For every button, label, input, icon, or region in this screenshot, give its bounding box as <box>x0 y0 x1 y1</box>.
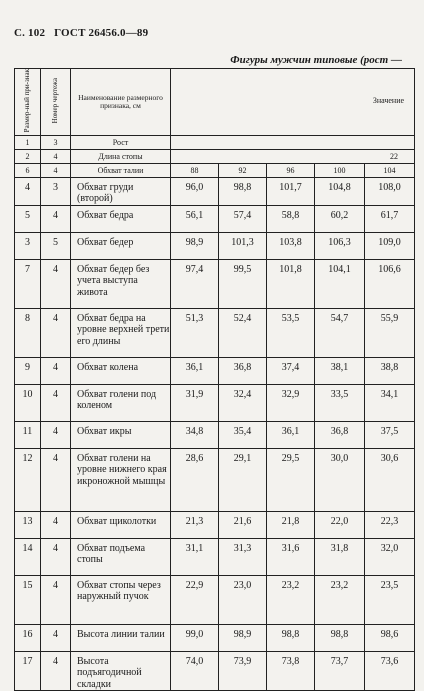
table-row-number: 9 <box>15 357 41 384</box>
table-row-name: Высота подъягодичной складки <box>71 651 171 691</box>
table-cell: 22,0 <box>315 511 365 538</box>
index-col1: 1 <box>15 135 41 149</box>
table-cell: 98,8 <box>267 624 315 651</box>
table-row-name: Обхват колена <box>71 357 171 384</box>
table-row-number: 12 <box>15 448 41 511</box>
table-row-number: 8 <box>15 308 41 357</box>
table-cell: 29,5 <box>267 448 315 511</box>
table-row-drawing: 3 <box>41 177 71 205</box>
size-92: 92 <box>219 163 267 177</box>
table-cell: 28,6 <box>171 448 219 511</box>
table-cell: 73,7 <box>315 651 365 691</box>
table-title: Фигуры мужчин типовые (рост — <box>230 54 402 66</box>
table-row-drawing: 4 <box>41 651 71 691</box>
table-cell: 97,4 <box>171 259 219 308</box>
table-cell: 98,9 <box>171 232 219 259</box>
table-row-drawing: 4 <box>41 511 71 538</box>
table-cell: 30,6 <box>365 448 415 511</box>
standard-code: ГОСТ 26456.0—89 <box>54 27 149 39</box>
table-row-name: Обхват подъема стопы <box>71 538 171 575</box>
table-cell: 61,7 <box>365 205 415 232</box>
table-row-drawing: 4 <box>41 575 71 624</box>
table-cell: 51,3 <box>171 308 219 357</box>
size-100: 100 <box>315 163 365 177</box>
table-cell: 23,2 <box>267 575 315 624</box>
row6-number: 6 <box>15 163 41 177</box>
table-row-number: 15 <box>15 575 41 624</box>
row6-drawing: 4 <box>41 163 71 177</box>
table-cell: 34,8 <box>171 421 219 448</box>
table-row-number: 4 <box>15 177 41 205</box>
table-cell: 106,3 <box>315 232 365 259</box>
index-col3: Рост <box>71 135 171 149</box>
table-row-number: 7 <box>15 259 41 308</box>
table-cell: 36,8 <box>219 357 267 384</box>
table-cell: 32,0 <box>365 538 415 575</box>
table-row-name: Обхват бедер <box>71 232 171 259</box>
table-cell: 23,0 <box>219 575 267 624</box>
table-row-drawing: 4 <box>41 538 71 575</box>
table-cell: 31,8 <box>315 538 365 575</box>
table-row-number: 3 <box>15 232 41 259</box>
table-cell: 23,5 <box>365 575 415 624</box>
row2-value: 22 <box>171 149 415 163</box>
table-cell: 96,0 <box>171 177 219 205</box>
table-cell: 55,9 <box>365 308 415 357</box>
table-cell: 101,8 <box>267 259 315 308</box>
table-row-number: 5 <box>15 205 41 232</box>
table-cell: 98,8 <box>315 624 365 651</box>
page-number: С. 102 <box>14 27 46 39</box>
table-cell: 98,9 <box>219 624 267 651</box>
table-cell: 101,7 <box>267 177 315 205</box>
table-cell: 58,8 <box>267 205 315 232</box>
table-row-name: Обхват стопы через наружный пучок <box>71 575 171 624</box>
table-row-number: 16 <box>15 624 41 651</box>
table-row-name: Обхват бедра на уровне верхней трети его длины <box>71 308 171 357</box>
table-row-number: 14 <box>15 538 41 575</box>
table-cell: 29,1 <box>219 448 267 511</box>
table-cell: 99,0 <box>171 624 219 651</box>
table-cell: 104,1 <box>315 259 365 308</box>
row2-name: Длина стопы <box>71 149 171 163</box>
table-cell: 37,5 <box>365 421 415 448</box>
table-row-name: Обхват щиколотки <box>71 511 171 538</box>
table-cell: 31,6 <box>267 538 315 575</box>
table-cell: 54,7 <box>315 308 365 357</box>
table-cell: 52,4 <box>219 308 267 357</box>
table-cell: 37,4 <box>267 357 315 384</box>
table-cell: 21,3 <box>171 511 219 538</box>
table-cell: 60,2 <box>315 205 365 232</box>
table-cell: 31,1 <box>171 538 219 575</box>
size-104: 104 <box>365 163 415 177</box>
table-row-name: Высота линии талии <box>71 624 171 651</box>
table-cell: 36,8 <box>315 421 365 448</box>
table-cell: 21,8 <box>267 511 315 538</box>
table-cell: 38,8 <box>365 357 415 384</box>
table-cell: 98,6 <box>365 624 415 651</box>
table-cell: 38,1 <box>315 357 365 384</box>
header-drawing-number: Номер чертежа <box>41 69 71 136</box>
table-cell: 32,4 <box>219 384 267 421</box>
table-cell: 30,0 <box>315 448 365 511</box>
measurements-table <box>14 68 415 691</box>
table-cell: 73,8 <box>267 651 315 691</box>
table-row-name: Обхват бедра <box>71 205 171 232</box>
table-row-number: 17 <box>15 651 41 691</box>
header-feature-name: Наименование размерного признака, см <box>71 69 171 136</box>
table-row-drawing: 4 <box>41 624 71 651</box>
table-cell: 22,3 <box>365 511 415 538</box>
table-row-number: 11 <box>15 421 41 448</box>
row6-name: Обхват талии <box>71 163 171 177</box>
table-cell: 33,5 <box>315 384 365 421</box>
table-row-name: Обхват голени на уровне нижнего края икроножной мышцы <box>71 448 171 511</box>
table-cell: 99,5 <box>219 259 267 308</box>
index-col2: 3 <box>41 135 71 149</box>
table-cell: 36,1 <box>171 357 219 384</box>
table-cell: 31,9 <box>171 384 219 421</box>
size-88: 88 <box>171 163 219 177</box>
table-cell: 73,9 <box>219 651 267 691</box>
table-row-name: Обхват груди (второй) <box>71 177 171 205</box>
table-cell: 35,4 <box>219 421 267 448</box>
table-row-drawing: 4 <box>41 308 71 357</box>
table-row-drawing: 4 <box>41 448 71 511</box>
table-row-drawing: 4 <box>41 384 71 421</box>
table-cell: 108,0 <box>365 177 415 205</box>
table-row-name: Обхват икры <box>71 421 171 448</box>
table-cell: 103,8 <box>267 232 315 259</box>
table-cell: 32,9 <box>267 384 315 421</box>
table-row-name: Обхват голени под коленом <box>71 384 171 421</box>
table-row-number: 10 <box>15 384 41 421</box>
table-cell: 109,0 <box>365 232 415 259</box>
table-cell: 31,3 <box>219 538 267 575</box>
table-cell: 23,2 <box>315 575 365 624</box>
table-row-name: Обхват бедер без учета выступа живота <box>71 259 171 308</box>
table-cell: 98,8 <box>219 177 267 205</box>
table-cell: 53,5 <box>267 308 315 357</box>
table-cell: 101,3 <box>219 232 267 259</box>
table-row-drawing: 4 <box>41 259 71 308</box>
table-row-drawing: 5 <box>41 232 71 259</box>
table-row-drawing: 4 <box>41 357 71 384</box>
header-value: Значение <box>171 69 415 136</box>
table-cell: 57,4 <box>219 205 267 232</box>
page-header <box>14 27 154 39</box>
table-cell: 56,1 <box>171 205 219 232</box>
table-cell: 106,6 <box>365 259 415 308</box>
table-cell: 34,1 <box>365 384 415 421</box>
row2-drawing: 4 <box>41 149 71 163</box>
table-cell: 74,0 <box>171 651 219 691</box>
table-row-number: 13 <box>15 511 41 538</box>
table-cell: 21,6 <box>219 511 267 538</box>
table-cell: 22,9 <box>171 575 219 624</box>
table-row-drawing: 4 <box>41 421 71 448</box>
row2-number: 2 <box>15 149 41 163</box>
size-96: 96 <box>267 163 315 177</box>
table-row-drawing: 4 <box>41 205 71 232</box>
table-cell: 36,1 <box>267 421 315 448</box>
table-cell: 73,6 <box>365 651 415 691</box>
table-cell: 104,8 <box>315 177 365 205</box>
header-feature-number: Размер-ный при-знак <box>15 69 41 136</box>
